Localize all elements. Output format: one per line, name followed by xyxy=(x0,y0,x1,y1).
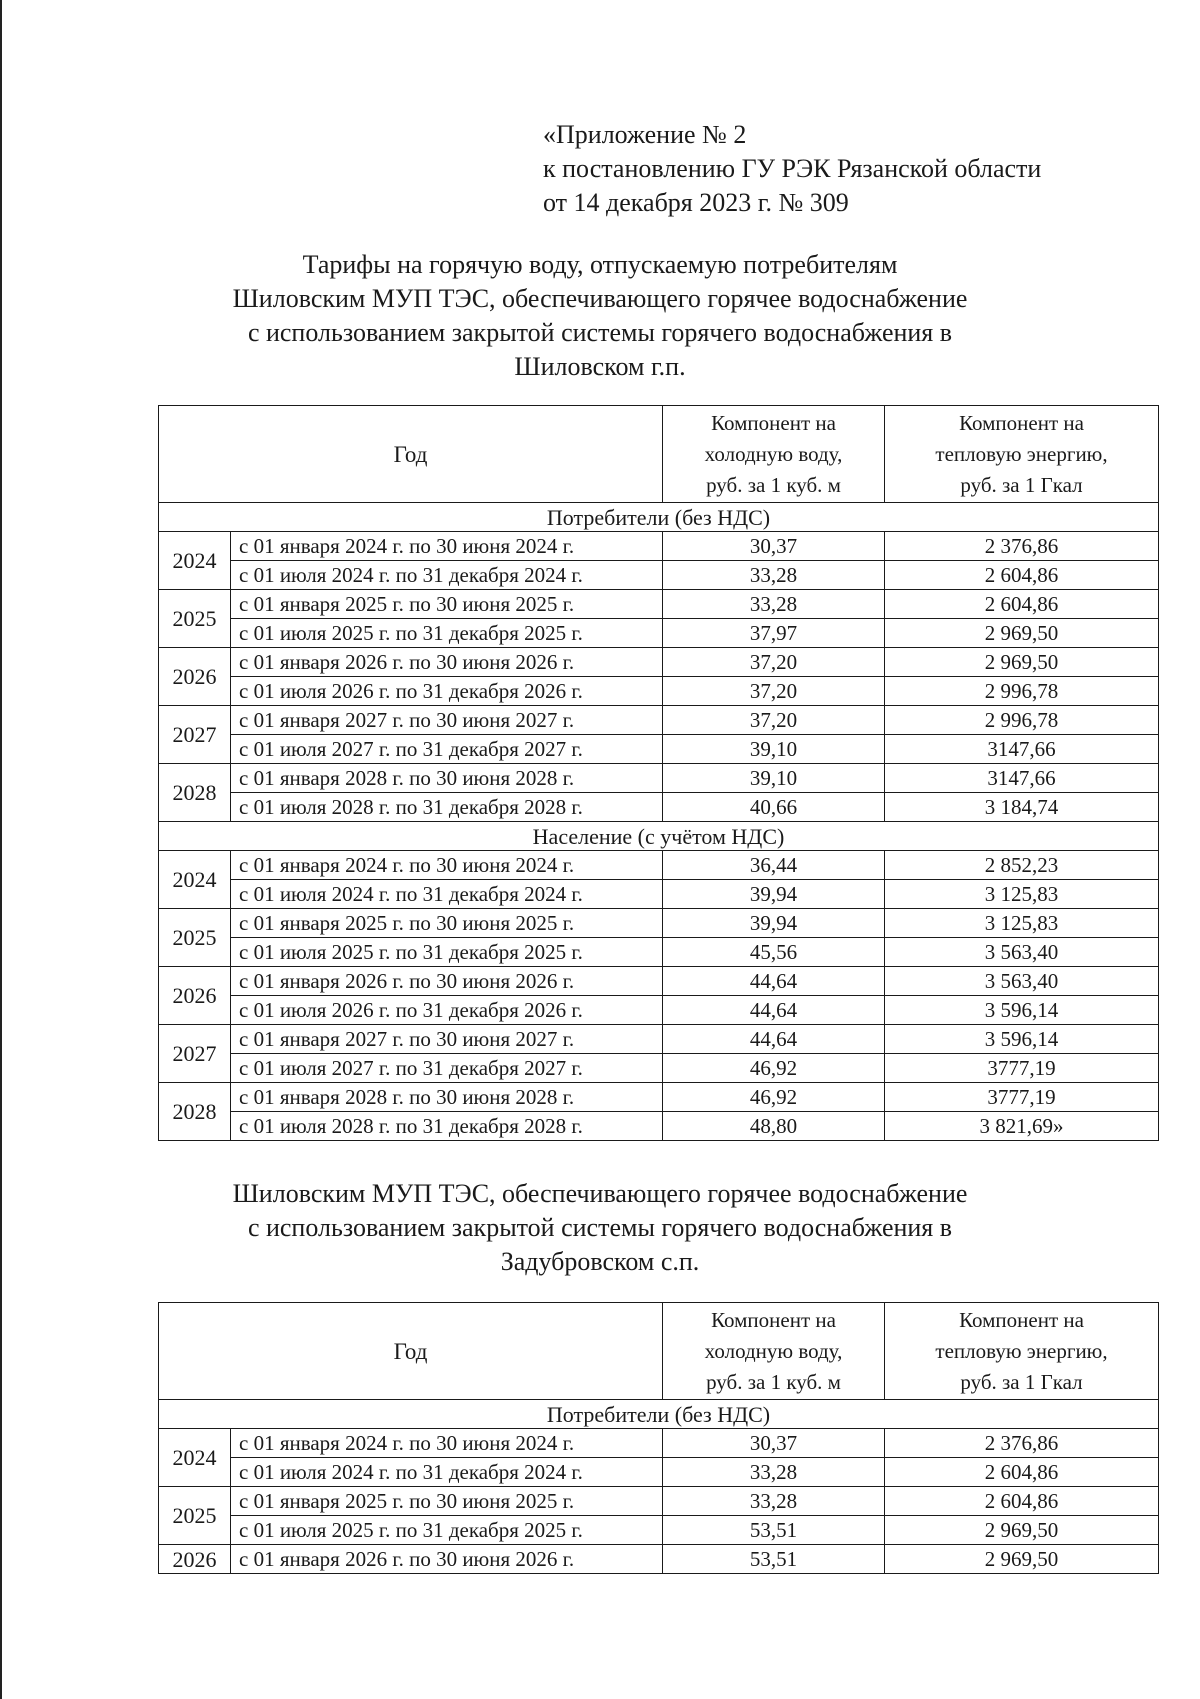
cold-water-value: 37,20 xyxy=(663,706,885,735)
year-cell: 2024 xyxy=(159,532,231,590)
table-row xyxy=(159,1083,1159,1112)
cold-water-value: 37,97 xyxy=(663,619,885,648)
period-cell: с 01 января 2028 г. по 30 июня 2028 г. xyxy=(231,764,663,793)
table-row xyxy=(159,909,1159,938)
header-cold-water xyxy=(663,406,885,503)
cold-water-value: 44,64 xyxy=(663,996,885,1025)
table-row xyxy=(159,1545,1159,1574)
header-heat-line-3: руб. за 1 Гкал xyxy=(960,472,1083,497)
section-label: Потребители (без НДС) xyxy=(159,1400,1159,1429)
year-cell: 2024 xyxy=(159,1429,231,1487)
cold-water-value: 44,64 xyxy=(663,967,885,996)
header-heat-line-2: тепловую энергию, xyxy=(935,1338,1108,1363)
appendix-line-1: «Приложение № 2 xyxy=(543,120,747,149)
heat-energy-value: 2 604,86 xyxy=(885,1458,1159,1487)
heat-energy-value: 3147,66 xyxy=(885,764,1159,793)
heat-energy-value: 2 852,23 xyxy=(885,851,1159,880)
cold-water-value: 39,10 xyxy=(663,764,885,793)
cold-water-value: 30,37 xyxy=(663,532,885,561)
period-cell: с 01 января 2024 г. по 30 июня 2024 г. xyxy=(231,851,663,880)
cold-water-value: 39,94 xyxy=(663,909,885,938)
cold-water-value: 48,80 xyxy=(663,1112,885,1141)
heat-energy-value: 3 125,83 xyxy=(885,880,1159,909)
heat-energy-value: 2 969,50 xyxy=(885,1516,1159,1545)
cold-water-value: 37,20 xyxy=(663,648,885,677)
cold-water-value: 39,10 xyxy=(663,735,885,764)
section1-title-line-4: Шиловском г.п. xyxy=(514,352,686,381)
cold-water-value: 46,92 xyxy=(663,1054,885,1083)
heat-energy-value: 3147,66 xyxy=(885,735,1159,764)
year-cell: 2027 xyxy=(159,706,231,764)
cold-water-value: 33,28 xyxy=(663,1487,885,1516)
period-cell: с 01 июля 2024 г. по 31 декабря 2024 г. xyxy=(231,561,663,590)
period-cell: с 01 января 2026 г. по 30 июня 2026 г. xyxy=(231,648,663,677)
heat-energy-value: 2 604,86 xyxy=(885,1487,1159,1516)
year-cell: 2025 xyxy=(159,909,231,967)
table-header-row xyxy=(159,406,1159,503)
year-cell: 2028 xyxy=(159,764,231,822)
heat-energy-value: 2 604,86 xyxy=(885,590,1159,619)
cold-water-value: 36,44 xyxy=(663,851,885,880)
header-year: Год xyxy=(159,406,663,503)
period-cell: с 01 января 2025 г. по 30 июня 2025 г. xyxy=(231,590,663,619)
period-cell: с 01 января 2027 г. по 30 июня 2027 г. xyxy=(231,1025,663,1054)
period-cell: с 01 января 2026 г. по 30 июня 2026 г. xyxy=(231,1545,663,1574)
heat-energy-value: 3 563,40 xyxy=(885,938,1159,967)
year-cell: 2027 xyxy=(159,1025,231,1083)
table-row xyxy=(159,880,1159,909)
header-cold-line-3: руб. за 1 куб. м xyxy=(706,472,841,497)
section-label-row xyxy=(159,822,1159,851)
heat-energy-value: 2 969,50 xyxy=(885,648,1159,677)
appendix-line-3: от 14 декабря 2023 г. № 309 xyxy=(543,188,849,217)
period-cell: с 01 января 2024 г. по 30 июня 2024 г. xyxy=(231,1429,663,1458)
heat-energy-value: 2 996,78 xyxy=(885,677,1159,706)
appendix-header xyxy=(543,118,1041,220)
header-heat-energy xyxy=(885,1303,1159,1400)
year-cell: 2028 xyxy=(159,1083,231,1141)
table-row xyxy=(159,938,1159,967)
cold-water-value: 53,51 xyxy=(663,1516,885,1545)
cold-water-value: 53,51 xyxy=(663,1545,885,1574)
table-row xyxy=(159,1054,1159,1083)
period-cell: с 01 июля 2026 г. по 31 декабря 2026 г. xyxy=(231,996,663,1025)
section2-title-line-3: Задубровском с.п. xyxy=(500,1247,700,1276)
tariff-table-shilovo xyxy=(158,405,1159,1141)
year-cell: 2026 xyxy=(159,1545,231,1574)
heat-energy-value: 3 821,69» xyxy=(885,1112,1159,1141)
cold-water-value: 37,20 xyxy=(663,677,885,706)
header-heat-energy xyxy=(885,406,1159,503)
period-cell: с 01 июля 2025 г. по 31 декабря 2025 г. xyxy=(231,619,663,648)
header-cold-line-1: Компонент на xyxy=(711,410,836,435)
table-row xyxy=(159,677,1159,706)
cold-water-value: 44,64 xyxy=(663,1025,885,1054)
cold-water-value: 33,28 xyxy=(663,561,885,590)
table-row xyxy=(159,648,1159,677)
section1-title-line-1: Тарифы на горячую воду, отпускаемую потребителям xyxy=(302,250,898,279)
table-row xyxy=(159,590,1159,619)
period-cell: с 01 июля 2027 г. по 31 декабря 2027 г. xyxy=(231,735,663,764)
period-cell: с 01 июля 2028 г. по 31 декабря 2028 г. xyxy=(231,1112,663,1141)
header-heat-line-2: тепловую энергию, xyxy=(935,441,1108,466)
header-year: Год xyxy=(159,1303,663,1400)
cold-water-value: 39,94 xyxy=(663,880,885,909)
header-cold-line-2: холодную воду, xyxy=(704,441,843,466)
cold-water-value: 30,37 xyxy=(663,1429,885,1458)
cold-water-value: 33,28 xyxy=(663,1458,885,1487)
heat-energy-value: 3 596,14 xyxy=(885,1025,1159,1054)
table-header-row xyxy=(159,1303,1159,1400)
heat-energy-value: 2 969,50 xyxy=(885,619,1159,648)
table-row xyxy=(159,561,1159,590)
table-row xyxy=(159,996,1159,1025)
table-row xyxy=(159,706,1159,735)
cold-water-value: 46,92 xyxy=(663,1083,885,1112)
year-cell: 2025 xyxy=(159,1487,231,1545)
table-row xyxy=(159,1429,1159,1458)
table-row xyxy=(159,619,1159,648)
period-cell: с 01 июля 2026 г. по 31 декабря 2026 г. xyxy=(231,677,663,706)
heat-energy-value: 3 184,74 xyxy=(885,793,1159,822)
period-cell: с 01 января 2025 г. по 30 июня 2025 г. xyxy=(231,909,663,938)
header-heat-line-1: Компонент на xyxy=(959,410,1084,435)
appendix-line-2: к постановлению ГУ РЭК Рязанской области xyxy=(543,154,1042,183)
heat-energy-value: 3 596,14 xyxy=(885,996,1159,1025)
heat-energy-value: 2 376,86 xyxy=(885,1429,1159,1458)
table-row xyxy=(159,851,1159,880)
year-cell: 2024 xyxy=(159,851,231,909)
section1-title-line-3: с использованием закрытой системы горячего водоснабжения в xyxy=(247,318,953,347)
year-cell: 2026 xyxy=(159,967,231,1025)
heat-energy-value: 2 969,50 xyxy=(885,1545,1159,1574)
table-row xyxy=(159,1516,1159,1545)
header-heat-line-3: руб. за 1 Гкал xyxy=(960,1369,1083,1394)
period-cell: с 01 января 2026 г. по 30 июня 2026 г. xyxy=(231,967,663,996)
heat-energy-value: 2 376,86 xyxy=(885,532,1159,561)
year-cell: 2025 xyxy=(159,590,231,648)
period-cell: с 01 января 2024 г. по 30 июня 2024 г. xyxy=(231,532,663,561)
period-cell: с 01 января 2027 г. по 30 июня 2027 г. xyxy=(231,706,663,735)
header-cold-line-1: Компонент на xyxy=(711,1307,836,1332)
heat-energy-value: 3777,19 xyxy=(885,1054,1159,1083)
header-cold-line-3: руб. за 1 куб. м xyxy=(706,1369,841,1394)
period-cell: с 01 июля 2025 г. по 31 декабря 2025 г. xyxy=(231,1516,663,1545)
heat-energy-value: 2 996,78 xyxy=(885,706,1159,735)
heat-energy-value: 3 125,83 xyxy=(885,909,1159,938)
cold-water-value: 40,66 xyxy=(663,793,885,822)
section2-title-line-1: Шиловским МУП ТЭС, обеспечивающего горячее водоснабжение xyxy=(232,1179,968,1208)
header-cold-line-2: холодную воду, xyxy=(704,1338,843,1363)
heat-energy-value: 3777,19 xyxy=(885,1083,1159,1112)
period-cell: с 01 июля 2028 г. по 31 декабря 2028 г. xyxy=(231,793,663,822)
cold-water-value: 45,56 xyxy=(663,938,885,967)
table-row xyxy=(159,1025,1159,1054)
table-row xyxy=(159,1487,1159,1516)
section2-title xyxy=(150,1177,1050,1279)
section-label-row xyxy=(159,503,1159,532)
section-label-row xyxy=(159,1400,1159,1429)
period-cell: с 01 июля 2027 г. по 31 декабря 2027 г. xyxy=(231,1054,663,1083)
section-label: Потребители (без НДС) xyxy=(159,503,1159,532)
section1-title-line-2: Шиловским МУП ТЭС, обеспечивающего горячее водоснабжение xyxy=(232,284,968,313)
tariff-table-zadubrovo xyxy=(158,1302,1159,1574)
heat-energy-value: 2 604,86 xyxy=(885,561,1159,590)
header-heat-line-1: Компонент на xyxy=(959,1307,1084,1332)
period-cell: с 01 января 2028 г. по 30 июня 2028 г. xyxy=(231,1083,663,1112)
header-cold-water xyxy=(663,1303,885,1400)
section-label: Население (с учётом НДС) xyxy=(159,822,1159,851)
table-row xyxy=(159,793,1159,822)
period-cell: с 01 июля 2024 г. по 31 декабря 2024 г. xyxy=(231,1458,663,1487)
year-cell: 2026 xyxy=(159,648,231,706)
section2-title-line-2: с использованием закрытой системы горячего водоснабжения в xyxy=(247,1213,953,1242)
period-cell: с 01 января 2025 г. по 30 июня 2025 г. xyxy=(231,1487,663,1516)
heat-energy-value: 3 563,40 xyxy=(885,967,1159,996)
period-cell: с 01 июля 2024 г. по 31 декабря 2024 г. xyxy=(231,880,663,909)
table-row xyxy=(159,735,1159,764)
period-cell: с 01 июля 2025 г. по 31 декабря 2025 г. xyxy=(231,938,663,967)
table-row xyxy=(159,1458,1159,1487)
scan-page-edge xyxy=(0,0,2,1699)
table-row xyxy=(159,532,1159,561)
table-row xyxy=(159,1112,1159,1141)
section1-title xyxy=(150,248,1050,384)
cold-water-value: 33,28 xyxy=(663,590,885,619)
table-row xyxy=(159,967,1159,996)
table-row xyxy=(159,764,1159,793)
